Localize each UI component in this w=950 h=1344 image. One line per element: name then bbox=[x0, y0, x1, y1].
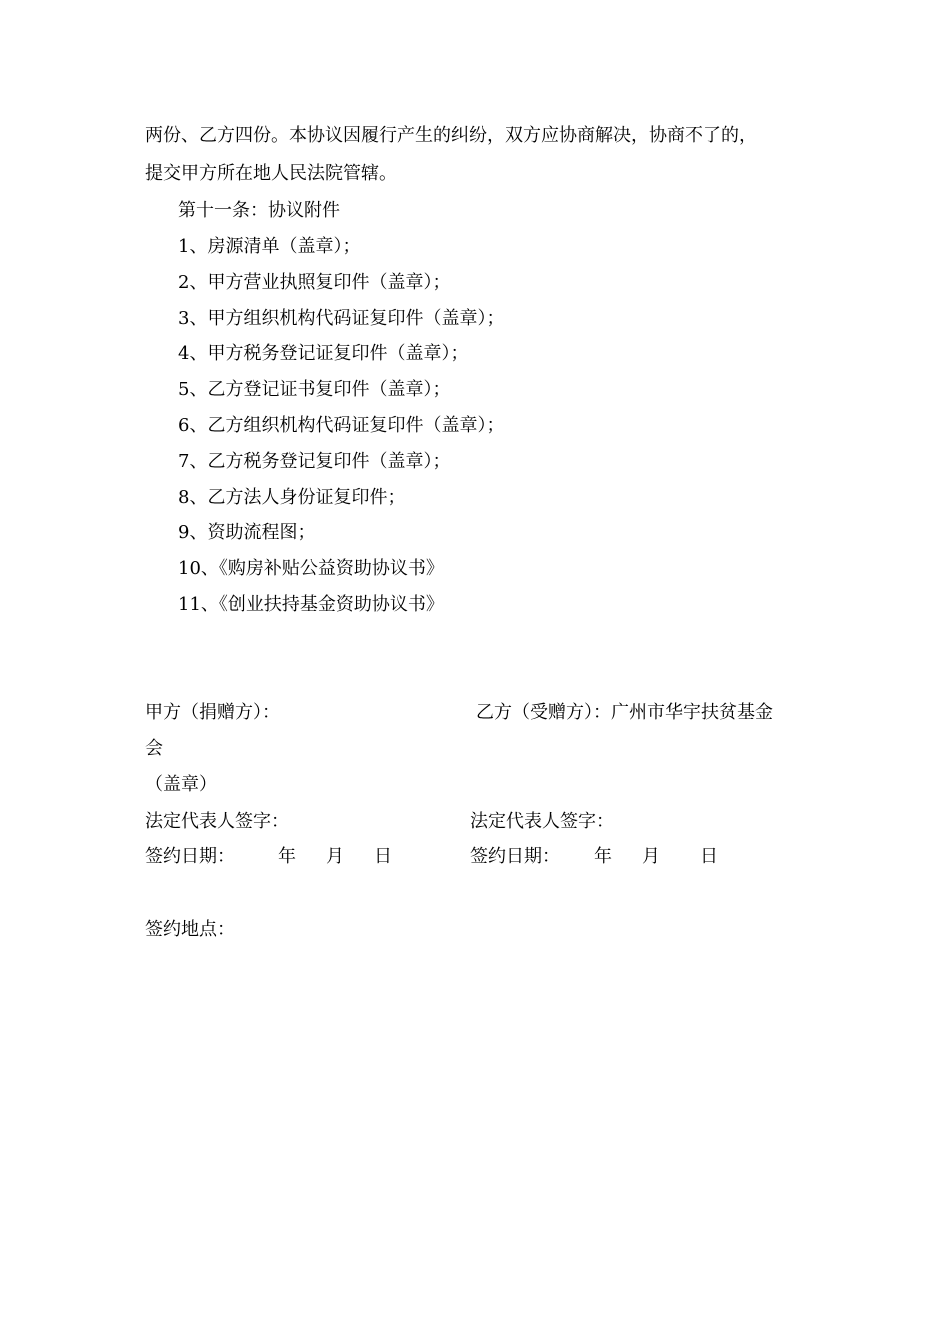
party-b-sign-date-label: 签约日期： bbox=[470, 846, 560, 867]
party-b-date-year: 年 bbox=[594, 846, 612, 867]
attachment-item-10: 10、《购房补贴公益资助协议书》 bbox=[178, 558, 444, 579]
party-b-label: 乙方（受赠方）：广州市华宇扶贫基金 bbox=[476, 702, 773, 723]
attachment-item-6: 6、乙方组织机构代码证复印件（盖章）； bbox=[178, 415, 505, 436]
party-b-date-month: 月 bbox=[642, 846, 660, 867]
party-b-date-day: 日 bbox=[700, 846, 718, 867]
attachment-item-7: 7、乙方税务登记复印件（盖章）； bbox=[178, 451, 451, 472]
attachment-item-8: 8、乙方法人身份证复印件； bbox=[178, 487, 406, 508]
attachment-item-4: 4、甲方税务登记证复印件（盖章）； bbox=[178, 343, 469, 364]
attachment-item-5: 5、乙方登记证书复印件（盖章）； bbox=[178, 379, 451, 400]
signing-place-label: 签约地点： bbox=[145, 919, 235, 940]
attachment-item-3: 3、甲方组织机构代码证复印件（盖章）； bbox=[178, 308, 505, 329]
attachment-item-11: 11、《创业扶持基金资助协议书》 bbox=[178, 594, 444, 615]
article-11-heading: 第十一条：协议附件 bbox=[178, 200, 340, 221]
party-a-date-day: 日 bbox=[374, 846, 392, 867]
party-a-label: 甲方（捐赠方）： bbox=[145, 702, 280, 723]
party-b-label-continued: 会 bbox=[145, 738, 163, 759]
attachment-item-9: 9、资助流程图； bbox=[178, 522, 316, 543]
attachment-item-1: 1、房源清单（盖章）； bbox=[178, 236, 361, 257]
party-a-date-month: 月 bbox=[326, 846, 344, 867]
seal-note: （盖章） bbox=[145, 774, 217, 795]
paragraph-line-1: 两份、乙方四份。本协议因履行产生的纠纷，双方应协商解决，协商不了的， bbox=[145, 125, 757, 146]
party-a-date-year: 年 bbox=[278, 846, 296, 867]
paragraph-line-2: 提交甲方所在地人民法院管辖。 bbox=[145, 163, 397, 184]
party-a-representative-signature: 法定代表人签字： bbox=[145, 811, 289, 832]
party-a-sign-date-label: 签约日期： bbox=[145, 846, 235, 867]
attachment-item-2: 2、甲方营业执照复印件（盖章）； bbox=[178, 272, 451, 293]
party-b-representative-signature: 法定代表人签字： bbox=[470, 811, 614, 832]
